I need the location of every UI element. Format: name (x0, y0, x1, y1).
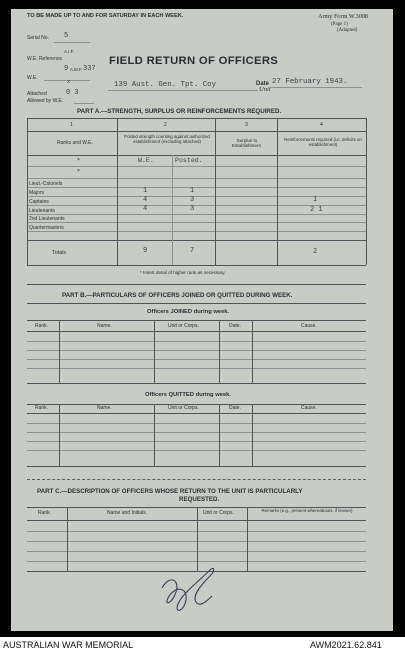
we-subheader: W.E. (138, 157, 154, 164)
allowed-label: Allowed by W.E. (27, 98, 64, 104)
quitted-col-unit: Unit or Corps. (168, 405, 199, 411)
rank-lieut-colonels: Lieut.-Colonels (29, 181, 63, 187)
part-c-col-rank: Rank. (38, 510, 52, 516)
adapted-note: (Adapted) (337, 28, 358, 33)
total-posted: 7 (190, 247, 195, 255)
unit-value: 139 Aust. Gen. Tpt. Coy (114, 81, 217, 89)
part-c-col-unit: Unit or Corps. (203, 510, 234, 516)
archive-footer (0, 637, 405, 653)
part-a-title: PART A.—STRENGTH, SURPLUS OR REINFORCEMENTS REQUIRED. (77, 108, 282, 115)
signature (152, 560, 222, 620)
we-reference-label: W.E. Reference (27, 56, 63, 62)
we-lieutenants: 4 (143, 205, 148, 213)
quitted-col-name: Name. (97, 405, 112, 411)
footer-right-text: AWM2021.62.841 (310, 640, 382, 650)
part-c-title-line-2: REQUESTED. (179, 496, 220, 503)
rank-captains: Captains (29, 199, 49, 205)
we-captains: 4 (143, 196, 148, 204)
rank-quartermasters: Quartermasters (29, 225, 64, 231)
part-b-title: PART B.—PARTICULARS OF OFFICERS JOINED OR QUITTED DURING WEEK. (62, 292, 293, 299)
joined-col-cause: Cause. (301, 323, 317, 329)
col-ranks-header: Ranks and W.E. (57, 140, 93, 146)
posted-captains: 3 (190, 196, 195, 204)
col-number-3: 3 (245, 122, 248, 128)
joined-col-date: Date. (229, 323, 241, 329)
reinf-lieutenants: 2 1 (310, 206, 323, 214)
asterisk-row-1: * (77, 158, 80, 164)
army-form-number: Army Form W.3008 (318, 13, 369, 20)
col-posted-header: Posted strength counting against authorized establishment (excluding attached) (124, 134, 210, 144)
joined-col-rank: Rank. (35, 323, 49, 329)
we-majors: 1 (143, 187, 148, 195)
quitted-col-rank: Rank. (35, 405, 49, 411)
joined-title: Officers JOINED during week. (147, 309, 230, 315)
totals-label: Totals (52, 250, 67, 256)
posted-lieutenants: 3 (190, 205, 195, 213)
attached-value: 0 3 (66, 89, 79, 97)
rank-2nd-lieutenants: 2nd Lieutenants (29, 216, 65, 222)
amf-label: A.M.F. (70, 67, 83, 72)
asterisk-row-2: * (77, 169, 80, 175)
col-surplus-header: Surplus to Establishment. (231, 138, 263, 148)
rank-lieutenants: Lieutenants (29, 208, 55, 214)
part-c-title-line-1: PART C.—DESCRIPTION OF OFFICERS WHOSE RETURN TO THE UNIT IS PARTICULARLY (37, 488, 303, 495)
quitted-col-date: Date. (229, 405, 241, 411)
aif-label: A.I.F. (64, 49, 75, 54)
serial-value: 5 (64, 32, 69, 40)
total-reinforcements: 2 (313, 248, 318, 256)
date-value: 27 February 1943. (272, 78, 348, 86)
x-label: X (67, 79, 71, 84)
total-we: 9 (143, 247, 148, 255)
quitted-title: Officers QUITTED during week. (145, 392, 232, 398)
rank-majors: Majors (29, 190, 45, 196)
col-number-1: 1 (70, 122, 73, 128)
serial-label: Serial No. (27, 35, 49, 41)
we-suffix-value: 337 (83, 65, 96, 73)
form-title: FIELD RETURN OF OFFICERS (109, 55, 279, 67)
footer-left-text: AUSTRALIAN WAR MEMORIAL (3, 640, 134, 650)
unit-label: Unit (259, 86, 271, 93)
posted-subheader: Posted. (175, 157, 203, 164)
part-c-col-name: Name and Initials. (107, 510, 148, 516)
col-number-2: 2 (164, 122, 167, 128)
part-a-footnote: * Insert detail of higher rank as necessary. (140, 270, 226, 275)
col-number-4: 4 (320, 122, 323, 128)
reinf-captains: 1 (313, 196, 318, 204)
we-label: W.E. (27, 75, 38, 81)
attached-label: Attached (27, 91, 47, 97)
page-note: (Page 1) (331, 22, 348, 27)
col-reinforcements-header: Reinforcements required (i.e. deficits on establishment) (284, 137, 362, 147)
joined-col-unit: Unit or Corps. (168, 323, 199, 329)
we-value: 9 (64, 65, 69, 73)
top-note: TO BE MADE UP TO AND FOR SATURDAY IN EACH WEEK. (27, 13, 184, 19)
part-c-col-remarks: Remarks (e.g., present whereabouts, if known) (261, 508, 353, 513)
posted-majors: 1 (190, 187, 195, 195)
quitted-col-cause: Cause. (301, 405, 317, 411)
date-label: Date (256, 81, 270, 87)
joined-col-name: Name. (97, 323, 112, 329)
